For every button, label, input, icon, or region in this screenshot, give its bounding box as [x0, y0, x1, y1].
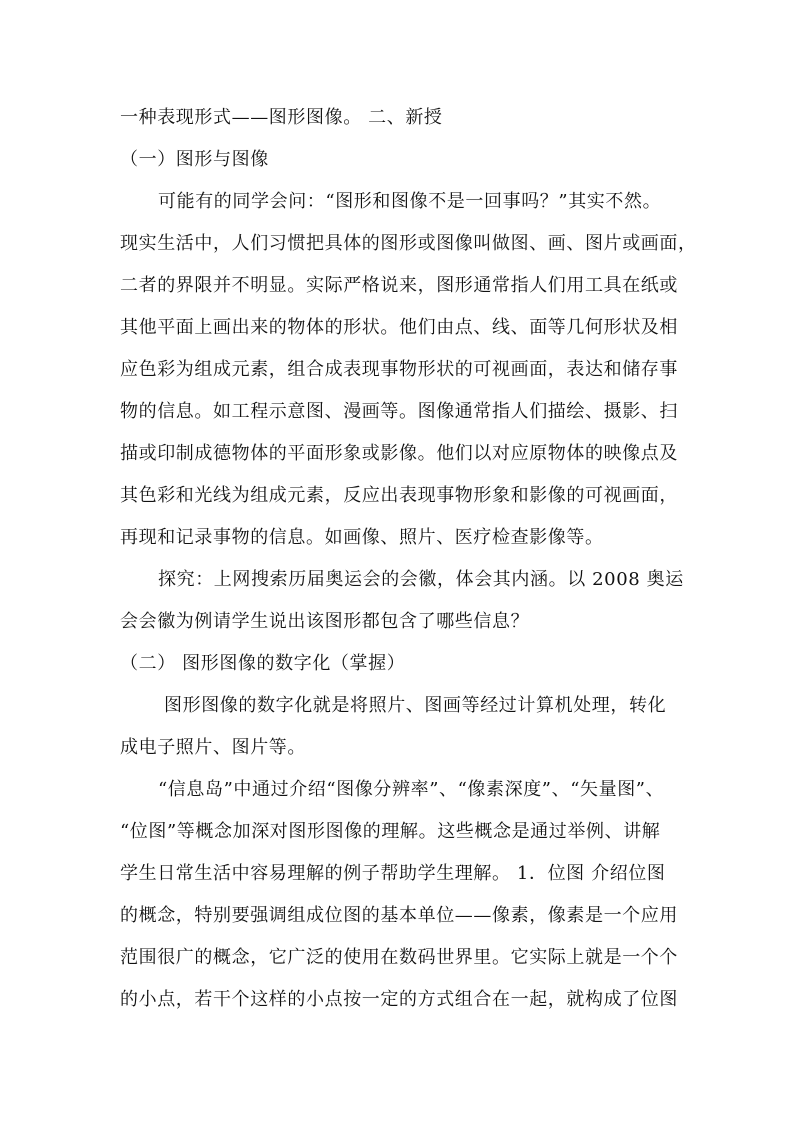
paragraph-line: 图形图像的数字化就是将照片、图画等经过计算机处理，转化: [164, 695, 667, 716]
paragraph-line: 再现和记录事物的信息。如画像、照片、医疗检查影像等。: [120, 527, 604, 548]
paragraph-line: “位图”等概念加深对图形图像的理解。这些概念是通过举例、讲解: [120, 821, 661, 842]
paragraph-line: 其色彩和光线为组成元素，反应出表现事物形象和影像的可视画面，: [120, 485, 678, 506]
paragraph-line: 成电子照片、图片等。: [120, 737, 306, 758]
paragraph-line: 现实生活中，人们习惯把具体的图形或图像叫做图、画、图片或画面，: [120, 233, 697, 254]
text-line: 一种表现形式——图形图像。 二、新授: [120, 107, 443, 128]
paragraph-line: 探究：上网搜索历届奥运会的会徽，体会其内涵。以 2008 奥运: [158, 569, 684, 590]
paragraph-line: 学生日常生活中容易理解的例子帮助学生理解。 1．位图 介绍位图: [120, 863, 666, 884]
section-heading: （一）图形与图像: [120, 149, 269, 170]
paragraph-line: 应色彩为组成元素，组合成表现事物形状的可视画面，表达和储存事: [120, 359, 678, 380]
paragraph-line: “信息岛”中通过介绍“图像分辨率”、“像素深度”、“矢量图”、: [158, 779, 665, 800]
section-heading: （二） 图形图像的数字化（掌握）: [120, 653, 406, 674]
paragraph-line: 物的信息。如工程示意图、漫画等。图像通常指人们描绘、摄影、扫: [120, 401, 678, 422]
paragraph-line: 会会徽为例请学生说出该图形都包含了哪些信息？: [120, 611, 530, 632]
paragraph-line: 描或印制成德物体的平面形象或影像。他们以对应原物体的映像点及: [120, 443, 678, 464]
paragraph-line: 二者的界限并不明显。实际严格说来，图形通常指人们用工具在纸或: [120, 275, 678, 296]
paragraph-line: 范围很广的概念，它广泛的使用在数码世界里。它实际上就是一个个: [120, 947, 678, 968]
paragraph-line: 的概念，特别要强调组成位图的基本单位——像素，像素是一个应用: [120, 905, 678, 926]
paragraph-line: 其他平面上画出来的物体的形状。他们由点、线、面等几何形状及相: [120, 317, 678, 338]
paragraph-line: 可能有的同学会问：“图形和图像不是一回事吗？”其实不然。: [158, 191, 662, 212]
paragraph-line: 的小点，若干个这样的小点按一定的方式组合在一起，就构成了位图: [120, 989, 678, 1010]
